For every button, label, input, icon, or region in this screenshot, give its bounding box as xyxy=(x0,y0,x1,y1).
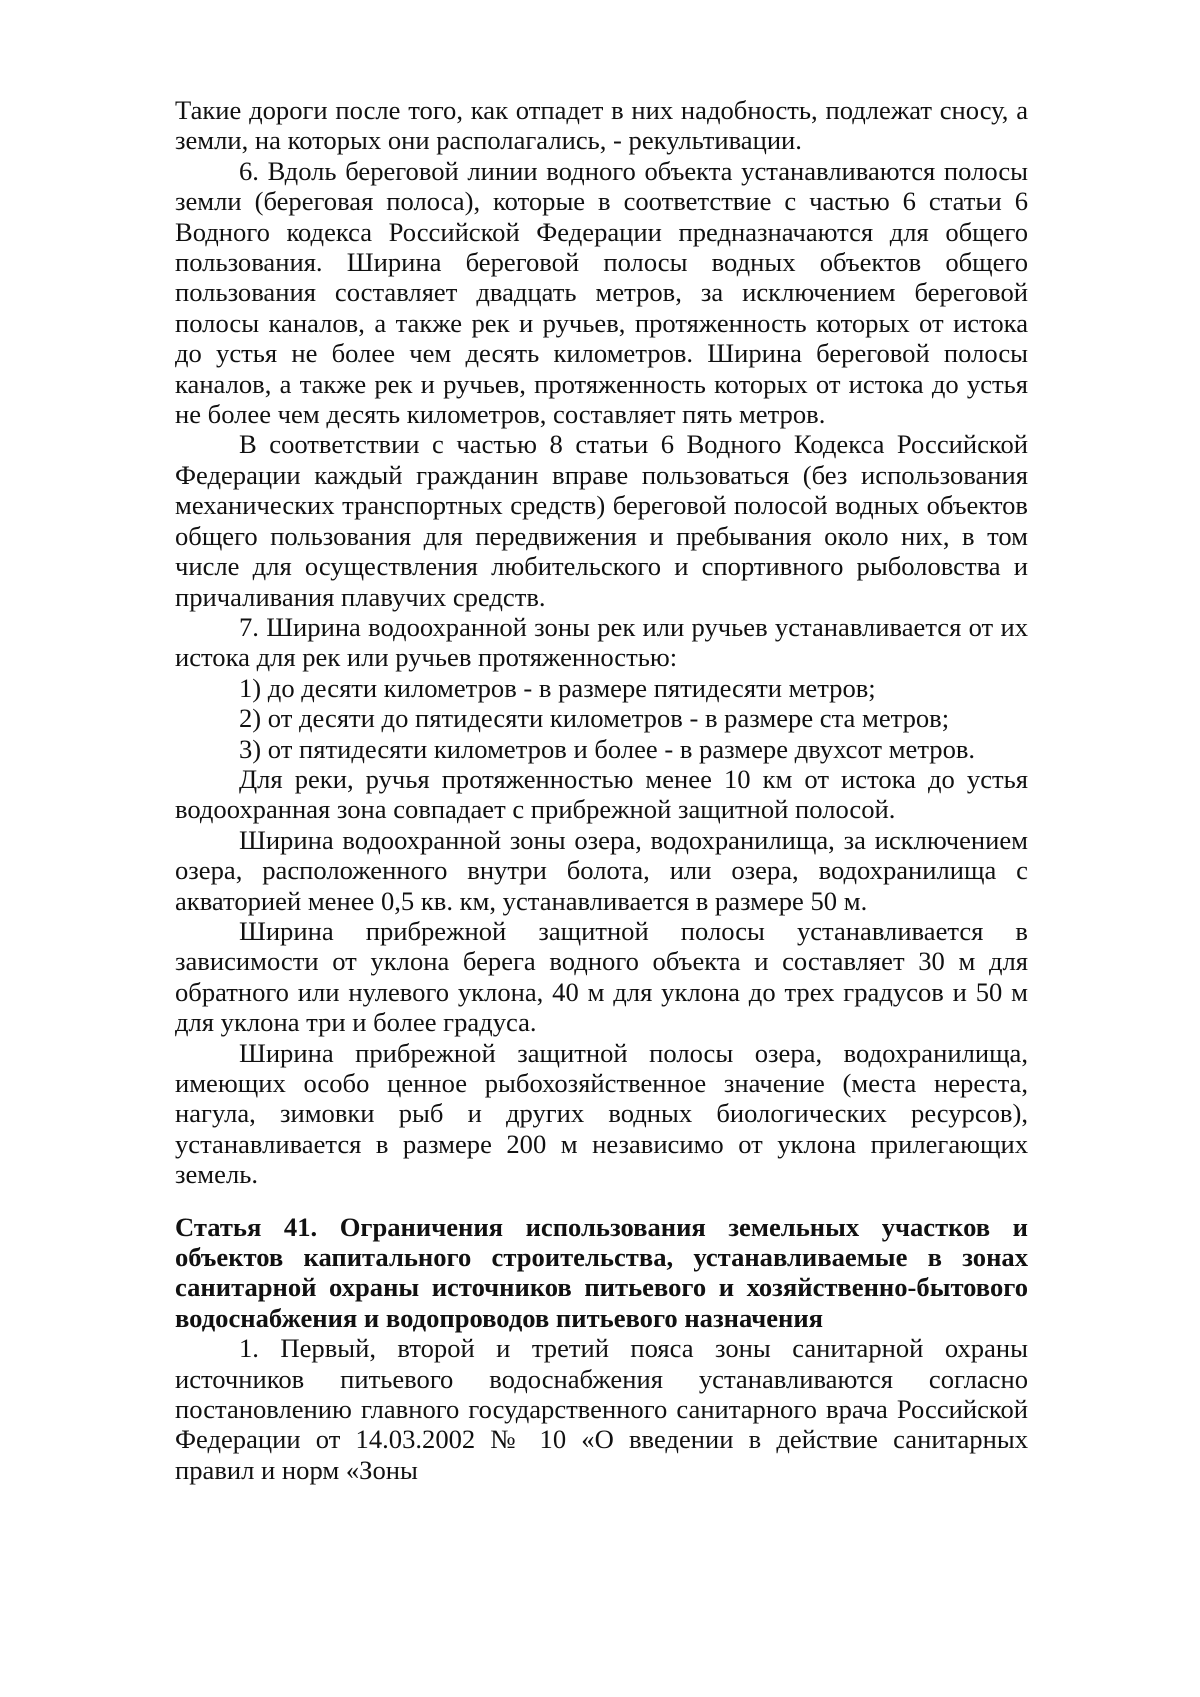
paragraph-shore-strip: 6. Вдоль береговой линии водного объекта устанавливаются полосы земли (береговая полоса), которые в соответствие с частью 6 статьи 6 Водного кодекса Российской Федерации предназначаются для общего пользования. Ширина береговой полосы водных объектов общего пользования составляет двадцать метров, за исключением береговой полосы каналов, а также рек и ручьев, протяженность которых от истока до устья не более чем десять километров. Ширина береговой полосы каналов, а также рек и ручьев, протяженность которых от истока до устья не более чем десять километров, составляет пять метров. xyxy=(175,155,1028,430)
list-item-3: 3) от пятидесяти километров и более - в размере двухсот метров. xyxy=(239,733,976,764)
paragraph-short-river: Для реки, ручья протяженностью менее 10 км от истока до устья водоохранная зона совпадает с прибрежной защитной полосой. xyxy=(175,763,1028,825)
paragraph-protective-strip: Ширина прибрежной защитной полосы устанавливается в зависимости от уклона берега водного объекта и составляет 30 м для обратного или нулевого уклона, 40 м для уклона до трех градусов и 50 м для уклона три и более градуса. xyxy=(175,915,1028,1038)
article-heading: Статья 41. Ограничения использования земельных участков и объектов капитального строительства, устанавливаемые в зонах санитарной охраны источников питьевого и хозяйственно-бытового водоснабжения и водопроводов питьевого назначения xyxy=(175,1211,1028,1333)
paragraph-fishery-strip: Ширина прибрежной защитной полосы озера, водохранилища, имеющих особо ценное рыбохозяйственное значение (места нереста, нагула, зимовки рыб и других водных биологических ресурсов), устанавливается в размере 200 м независимо от уклона прилегающих земель. xyxy=(175,1037,1028,1190)
paragraph-lake-zone: Ширина водоохранной зоны озера, водохранилища, за исключением озера, расположенного внутри болота, или озера, водохранилища с акваторией менее 0,5 кв. км, устанавливается в размере 50 м. xyxy=(175,824,1028,916)
paragraph-roads: Такие дороги после того, как отпадет в них надобность, подлежат сносу, а земли, на которых они располагались, - рекультивации. xyxy=(175,95,1028,156)
document-page xyxy=(175,95,1028,1485)
list-item-2: 2) от десяти до пятидесяти километров - в размере ста метров; xyxy=(239,703,950,734)
article-paragraph-1: 1. Первый, второй и третий пояса зоны санитарной охраны источников питьевого водоснабжения устанавливаются согласно постановлению главного государственного санитарного врача Российской Федерации от 14.03.2002 № 10 «О введении в действие санитарных правил и норм «Зоны xyxy=(175,1333,1028,1485)
paragraph-water-zone-width: 7. Ширина водоохранной зоны рек или ручьев устанавливается от их истока для рек или ручьев протяженностью: xyxy=(175,611,1028,673)
list-item-1: 1) до десяти километров - в размере пятидесяти метров; xyxy=(239,672,876,703)
paragraph-citizen-rights: В соответствии с частью 8 статьи 6 Водного Кодекса Российской Федерации каждый гражданин вправе пользоваться (без использования механических транспортных средств) береговой полосой водных объектов общего пользования для передвижения и пребывания около них, в том числе для осуществления любительского и спортивного рыболовства и причаливания плавучих средств. xyxy=(175,429,1028,612)
